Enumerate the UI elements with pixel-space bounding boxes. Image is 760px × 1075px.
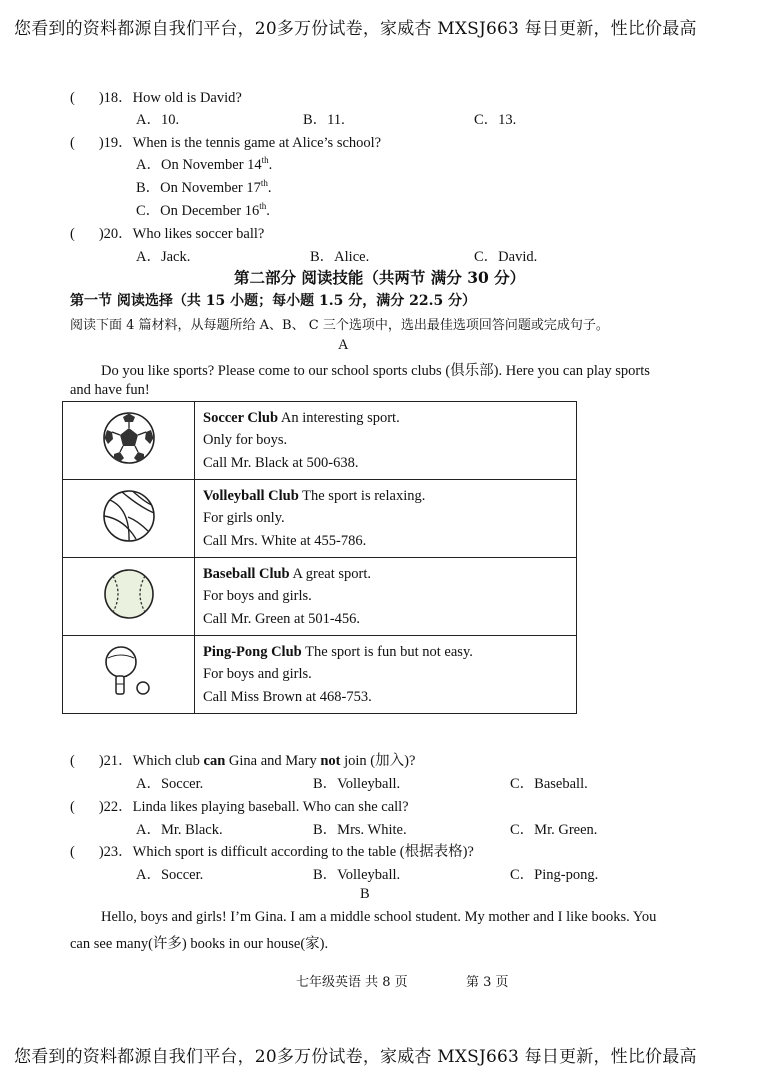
question-text: )19．When is the tennis game at Alice’s school? [98, 135, 382, 151]
passage-a-letter: A [338, 337, 349, 353]
answer-blank: ( [70, 90, 75, 106]
q21-option-c: C．Baseball. [510, 776, 588, 792]
baseball-icon [101, 566, 157, 622]
q19-option-c: C．On December 16th. [136, 201, 270, 219]
club-eligibility: For boys and girls. [203, 588, 312, 605]
club-name: Volleyball Club [203, 487, 299, 504]
passage-b-letter: B [360, 886, 370, 902]
q23-option-c: C．Ping-pong. [510, 867, 599, 883]
section-one-heading: 第一节 阅读选择（共 15 小题；每小题 1.5 分，满分 22.5 分） [70, 293, 477, 309]
q22-option-c: C．Mr. Green. [510, 822, 598, 838]
question-text: )20．Who likes soccer ball? [98, 226, 265, 242]
question-text: )23．Which sport is difficult according to the table (根据表格)? [98, 844, 474, 860]
club-contact: Call Mrs. White at 455-786. [203, 532, 367, 549]
question-23 [70, 840, 474, 861]
table-row: Baseball Club A great sport. For boys and girls. Call Mr. Green at 501-456. [63, 558, 577, 636]
q22-option-b: B．Mrs. White. [313, 822, 407, 838]
q21-option-a: A．Soccer. [136, 776, 204, 792]
q19-option-a: A．On November 14th. [136, 155, 273, 173]
club-contact: Call Miss Brown at 468-753. [203, 688, 372, 705]
question-19 [70, 131, 381, 152]
passage-a-line-1: Do you like sports? Please come to our school sports clubs (俱乐部). Here you can play sports [101, 363, 650, 379]
top-banner: 您看到的资料都源自我们平台，20多万份试卷，家威杏 MXSJ663 每日更新，性比价最高 [14, 19, 697, 39]
clubs-table [62, 401, 577, 714]
q20-option-b: B．Alice. [310, 249, 370, 265]
club-contact: Call Mr. Black at 500-638. [203, 454, 359, 471]
club-contact: Call Mr. Green at 501-456. [203, 610, 361, 627]
question-18 [70, 86, 242, 107]
question-text: )18．How old is David? [98, 90, 242, 106]
question-22 [70, 795, 409, 816]
answer-blank: ( [70, 226, 75, 242]
club-name: Baseball Club [203, 565, 290, 582]
q18-option-a: A．10. [136, 112, 180, 128]
q20-option-c: C．David. [474, 249, 538, 265]
club-eligibility: For girls only. [203, 510, 285, 527]
ping-pong-paddle-icon [99, 642, 159, 702]
q18-option-c: C．13. [474, 112, 517, 128]
answer-blank: ( [70, 135, 75, 151]
passage-a-line-2: and have fun! [70, 382, 150, 398]
club-name: Soccer Club [203, 409, 279, 426]
footer-total-pages: 七年级英语 共 8 页 [296, 975, 408, 990]
soccer-ball-icon [99, 408, 159, 468]
table-row: Ping-Pong Club The sport is fun but not easy. For boys and girls. Call Miss Brown at 468-753. [63, 636, 577, 714]
instructions: 阅读下面 4 篇材料，从每题所给 A、B、 C 三个选项中，选出最佳选项回答问题或完成句子。 [70, 318, 609, 333]
q22-option-a: A．Mr. Black. [136, 822, 223, 838]
part-two-heading: 第二部分 阅读技能（共两节 满分 30 分） [234, 268, 526, 287]
answer-blank: ( [70, 844, 75, 860]
club-eligibility: Only for boys. [203, 432, 288, 449]
q21-option-b: B．Volleyball. [313, 776, 401, 792]
q23-option-b: B．Volleyball. [313, 867, 401, 883]
q23-option-a: A．Soccer. [136, 867, 204, 883]
question-20 [70, 222, 264, 243]
volleyball-icon [100, 487, 158, 545]
bottom-banner: 您看到的资料都源自我们平台，20多万份试卷，家威杏 MXSJ663 每日更新，性比价最高 [14, 1047, 697, 1067]
q19-option-b: B．On November 17th. [136, 178, 272, 196]
passage-b-line-2: can see many(许多) books in our house(家). [70, 936, 329, 952]
answer-blank: ( [70, 799, 75, 815]
table-row: Volleyball Club The sport is relaxing. For girls only. Call Mrs. White at 455-786. [63, 480, 577, 558]
question-text: )22．Linda likes playing baseball. Who can she call? [98, 799, 409, 815]
club-name: Ping-Pong Club [203, 643, 302, 660]
club-eligibility: For boys and girls. [203, 666, 312, 683]
footer-page-number: 第 3 页 [466, 975, 509, 990]
passage-b-line-1: Hello, boys and girls! I’m Gina. I am a middle school student. My mother and I like books. You [101, 909, 657, 925]
q18-option-b: B．11. [303, 112, 345, 128]
answer-blank: ( [70, 753, 75, 769]
question-21: ( )21．Which club can Gina and Mary not join (加入)? [70, 753, 416, 769]
table-row: Soccer Club An interesting sport. Only for boys. Call Mr. Black at 500-638. [63, 402, 577, 480]
q20-option-a: A．Jack. [136, 249, 191, 265]
